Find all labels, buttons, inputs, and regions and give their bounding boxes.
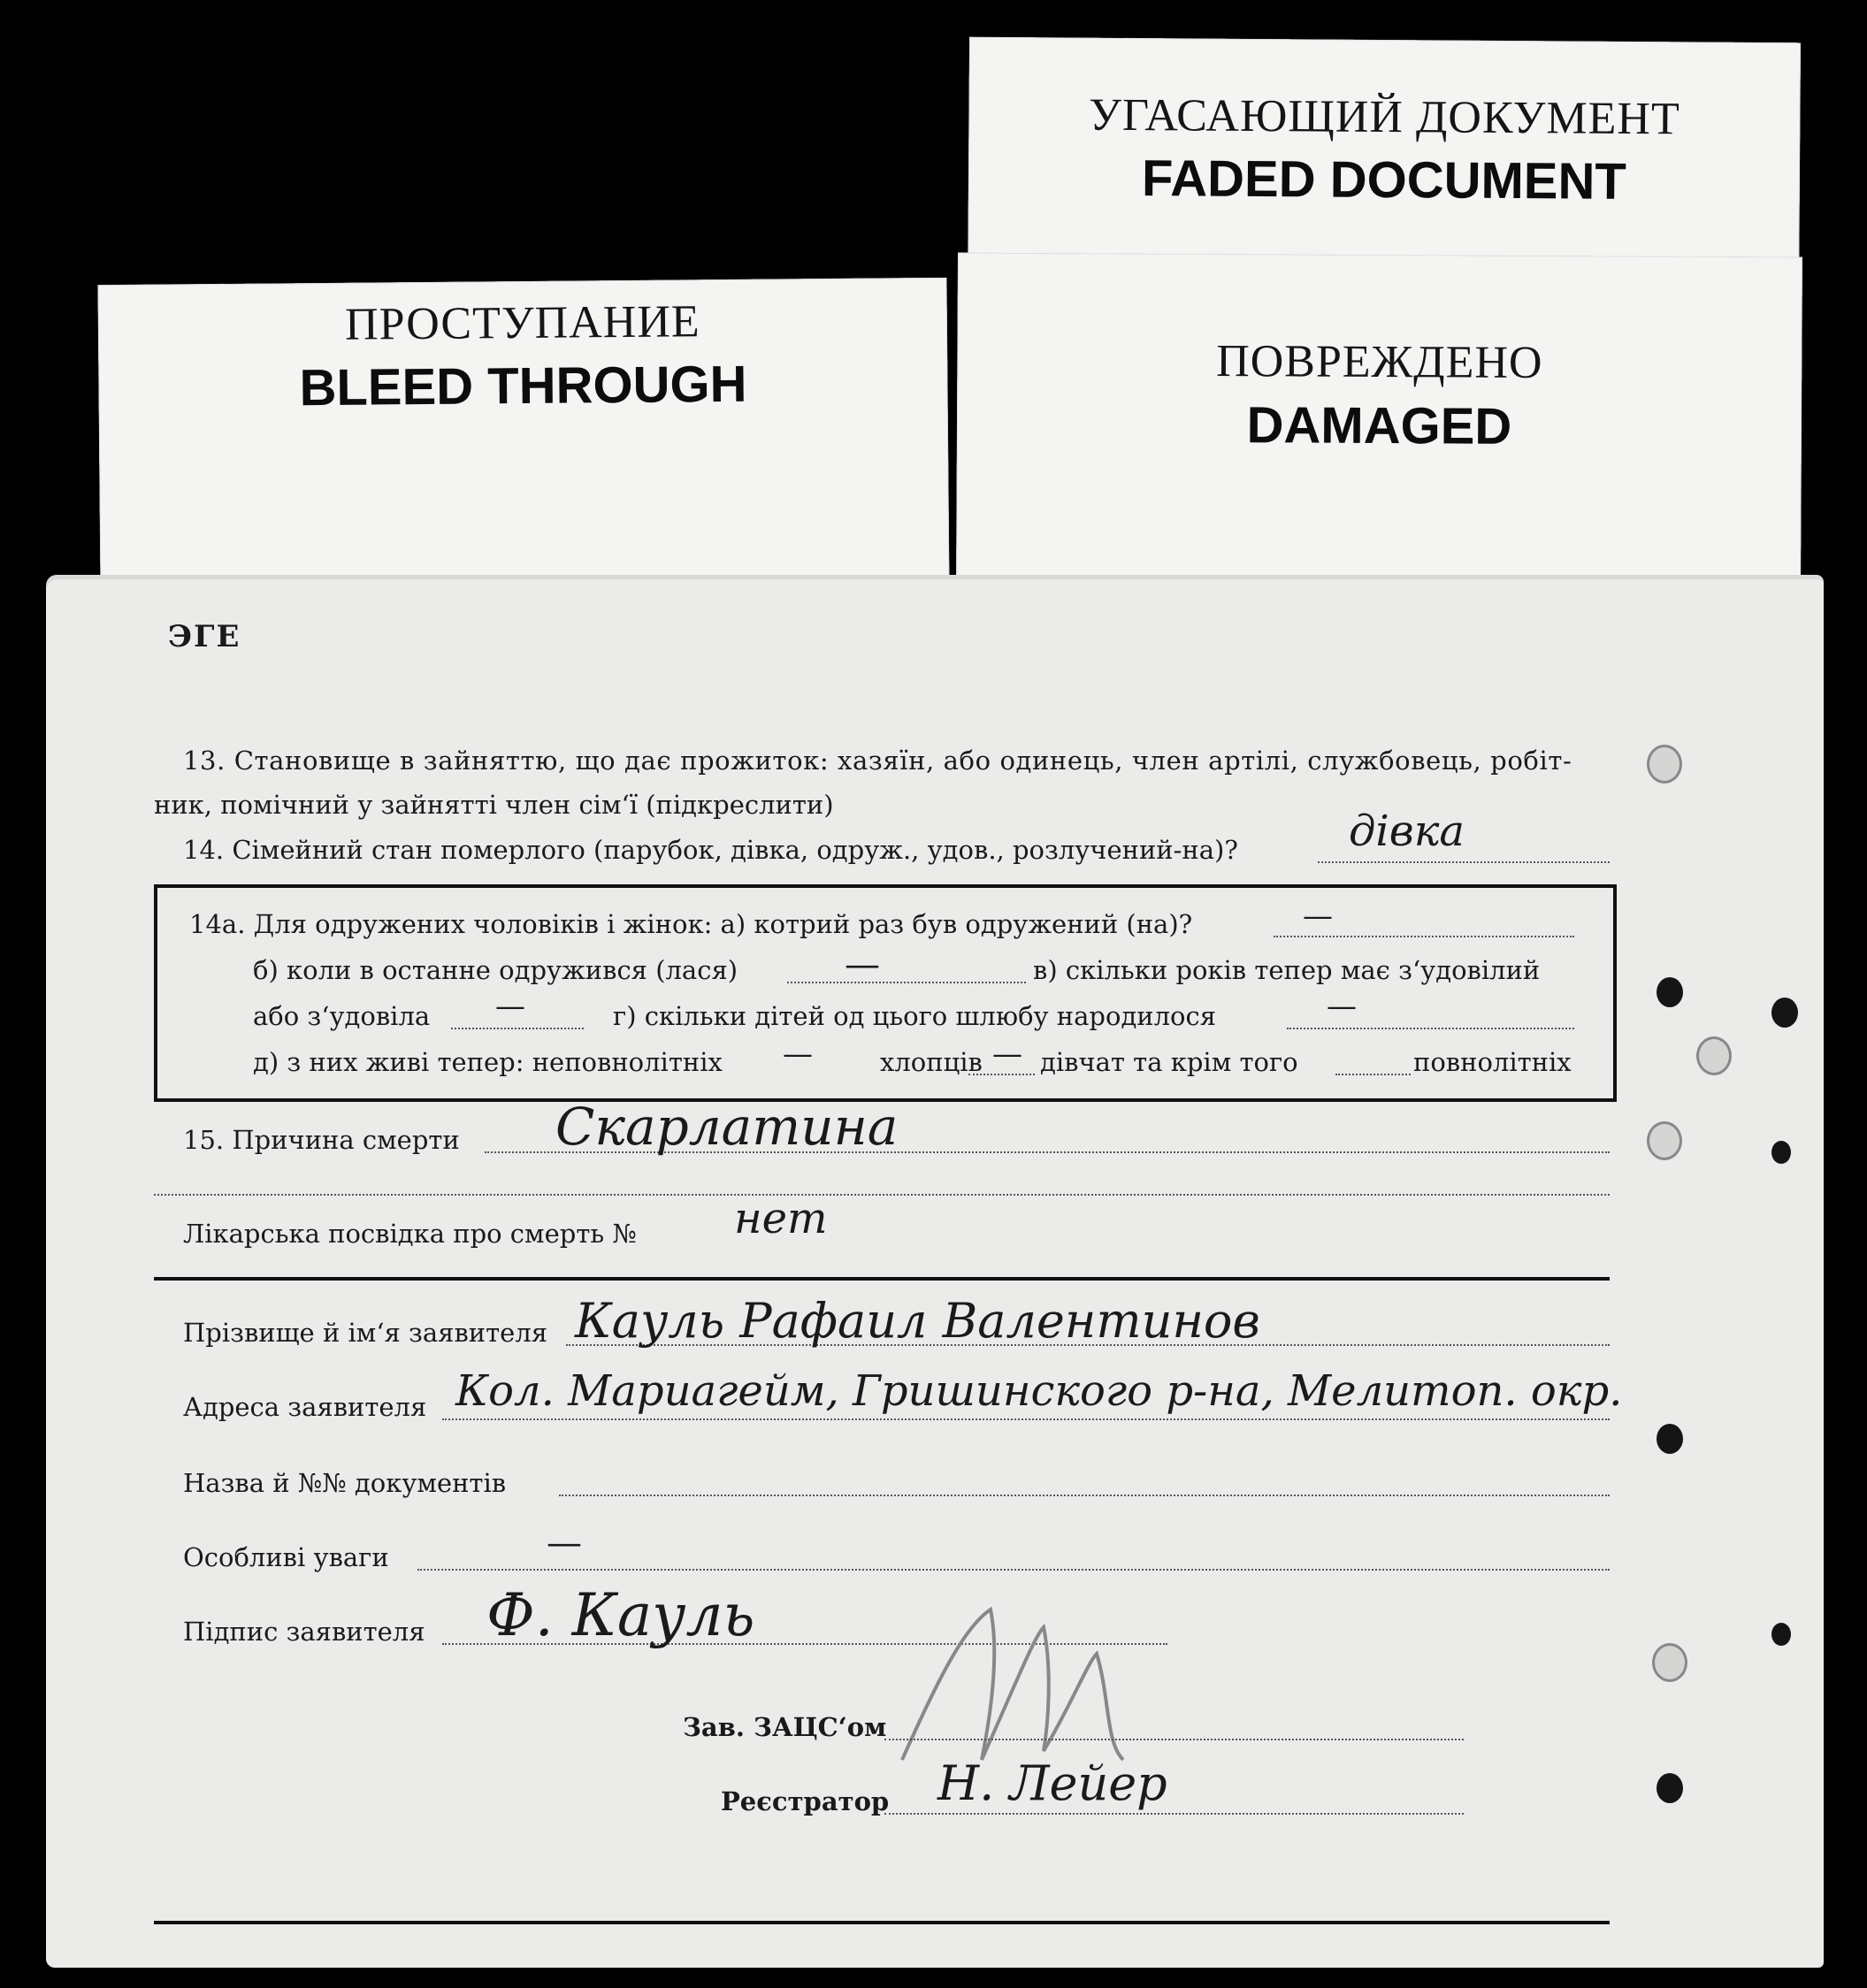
- head-of-registry-line: [884, 1739, 1464, 1740]
- faded-label-ru: УГАСАЮЩИЙ ДОКУМЕНТ: [1088, 89, 1680, 145]
- q14a-line3-dots-a: [451, 1028, 584, 1029]
- q14a-line4a: д) з них живі тепер: неповнолітніх: [253, 1047, 723, 1077]
- q14a-line4-dash-b: —: [992, 1036, 1022, 1072]
- punch-hole: [1647, 745, 1682, 784]
- q14-answer-line: [1318, 861, 1610, 863]
- documents-label: Назва й №№ документів: [183, 1468, 507, 1498]
- q14a-line1-dash: —: [1303, 898, 1333, 934]
- head-of-registry-label: Зав. ЗАЦС‘ом: [683, 1712, 887, 1742]
- q14a-line2-dash: —: [845, 944, 880, 985]
- punch-hole: [1771, 1141, 1791, 1164]
- q14a-line4-dots-b: [1335, 1074, 1411, 1075]
- punch-hole: [1696, 1036, 1732, 1075]
- q14a-line1: 14а. Для одружених чоловіків і жінок: а) котрий раз був одружений (на)?: [189, 909, 1193, 939]
- q14a-line4d: повнолітніх: [1413, 1047, 1572, 1077]
- applicant-address-line: [442, 1418, 1610, 1420]
- faded-label-en: FADED DOCUMENT: [1141, 149, 1627, 210]
- q14a-line4b: хлопців: [880, 1047, 983, 1077]
- notes-line: [417, 1569, 1610, 1571]
- damaged-label-en: DAMAGED: [1246, 396, 1512, 455]
- corner-mark: ЭГЕ: [168, 619, 241, 654]
- q14a-line3-dash-b: —: [1327, 989, 1357, 1024]
- q14a-line3-dash-a: —: [495, 989, 525, 1024]
- q14a-line4c: дівчат та крім того: [1040, 1047, 1298, 1077]
- applicant-signature: Ф. Кауль: [486, 1581, 755, 1649]
- q14a-line2b: в) скільки років тепер має з‘удовілий: [1033, 955, 1541, 985]
- applicant-signature-label: Підпис заявителя: [183, 1617, 425, 1647]
- damaged-card: [956, 253, 1802, 593]
- bleed-through-card: [97, 278, 949, 594]
- q14-answer: дівка: [1349, 807, 1465, 856]
- bottom-rule: [154, 1921, 1610, 1924]
- q14a-line4-dots-a: [968, 1074, 1035, 1075]
- applicant-address-label: Адреса заявителя: [183, 1392, 427, 1422]
- q14a-line4-dash-a: —: [783, 1036, 813, 1072]
- q15-label: 15. Причина смерти: [183, 1125, 460, 1155]
- section-divider: [154, 1277, 1610, 1281]
- applicant-name-label: Прізвище й ім‘я заявителя: [183, 1318, 548, 1348]
- notes-label: Особливі уваги: [183, 1542, 389, 1572]
- punch-hole: [1647, 1121, 1682, 1160]
- medical-certificate-label: Лікарська посвідка про смерть №: [183, 1219, 637, 1249]
- bleed-label-en: BLEED THROUGH: [299, 355, 747, 417]
- q14a-line2-dots: [787, 982, 1026, 983]
- documents-line: [559, 1495, 1610, 1496]
- registrar-label: Реєстратор: [721, 1786, 890, 1816]
- punch-hole: [1657, 1424, 1683, 1454]
- q15-answer: Скарлатина: [555, 1097, 899, 1157]
- medical-certificate-answer: нет: [734, 1194, 828, 1243]
- applicant-address-answer: Кол. Мариагейм, Гришинского р-на, Мелитоп. окр.: [455, 1366, 1623, 1416]
- q14a-line3-dots-b: [1287, 1028, 1574, 1029]
- punch-hole: [1657, 1773, 1683, 1803]
- punch-hole: [1771, 998, 1798, 1028]
- q15-second-line: [154, 1194, 1610, 1196]
- q14-label: 14. Сімейний стан померлого (парубок, дівка, одруж., удов., розлучений-на)?: [183, 835, 1238, 865]
- q13-line2: ник, помічний у зайнятті член сім‘ї (підкреслити): [154, 790, 834, 820]
- bleed-label-ru: ПРОСТУПАНИЕ: [344, 296, 700, 350]
- q14a-line3b: г) скільки дітей од цього шлюбу народилося: [613, 1001, 1217, 1031]
- registrar-signature: Н. Лейер: [937, 1755, 1167, 1811]
- punch-hole: [1771, 1623, 1791, 1646]
- q14a-line1-dots: [1274, 936, 1574, 937]
- damaged-label-ru: ПОВРЕЖДЕНО: [1216, 336, 1543, 388]
- punch-hole: [1657, 977, 1683, 1007]
- applicant-name-answer: Кауль Рафаил Валентинов: [575, 1293, 1260, 1349]
- q14a-line2a: б) коли в останне одружився (лася): [253, 955, 738, 985]
- punch-hole: [1652, 1643, 1687, 1682]
- q13-line1: 13. Становище в зайняттю, що дає прожиток: хазяїн, або одинець, член артілі, службовець, робіт-: [183, 746, 1572, 776]
- q14a-line3a: або з‘удовіла: [253, 1001, 431, 1031]
- registrar-line: [884, 1813, 1464, 1815]
- notes-dash: —: [547, 1523, 582, 1564]
